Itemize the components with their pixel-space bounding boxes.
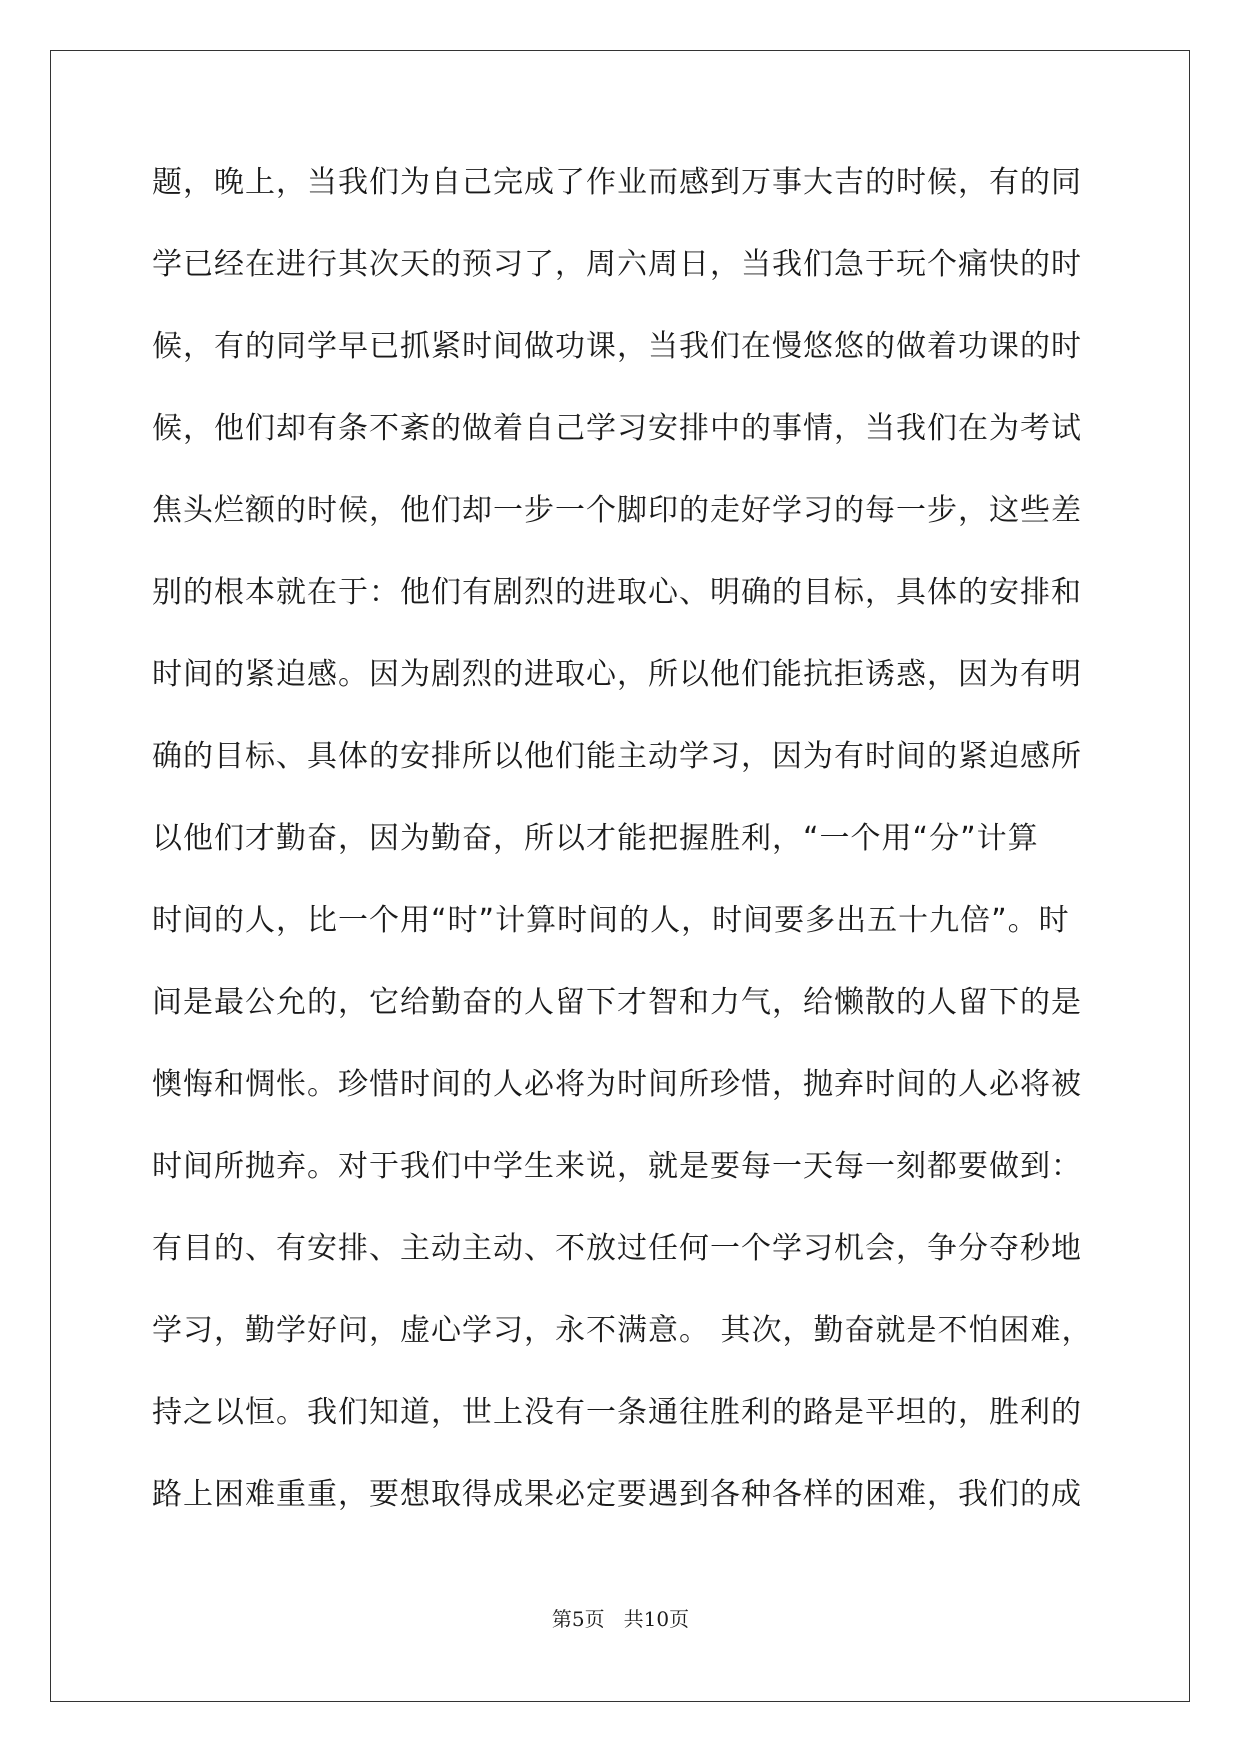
- text-line: 学习，勤学好问，虚心学习，永不满意。 其次，勤奋就是不怕困难，: [152, 1313, 1093, 1348]
- text-line: 焦头烂额的时候，他们却一步一个脚印的走好学习的每一步，这些差: [152, 493, 1082, 528]
- text-line: 题，晚上，当我们为自己完成了作业而感到万事大吉的时候，有的同: [152, 165, 1082, 200]
- page-number-footer: 第5页 共10页: [551, 1607, 690, 1631]
- text-line: 别的根本就在于：他们有剧烈的进取心、明确的目标，具体的安排和: [152, 575, 1082, 610]
- text-line: 时间的紧迫感。因为剧烈的进取心，所以他们能抗拒诱惑，因为有明: [152, 657, 1082, 692]
- body-text: [152, 160, 1092, 1554]
- text-line: 有目的、有安排、主动主动、不放过任何一个学习机会，争分夺秒地: [152, 1231, 1082, 1266]
- text-line: 候，有的同学早已抓紧时间做功课，当我们在慢悠悠的做着功课的时: [152, 329, 1082, 364]
- text-line: 时间所抛弃。对于我们中学生来说，就是要每一天每一刻都要做到：: [152, 1149, 1082, 1184]
- text-line: 时间的人，比一个用“时”计算时间的人，时间要多出五十九倍”。时: [152, 903, 1070, 938]
- text-line: 懊悔和惆怅。珍惜时间的人必将为时间所珍惜，抛弃时间的人必将被: [152, 1067, 1082, 1102]
- text-line: 持之以恒。我们知道，世上没有一条通往胜利的路是平坦的，胜利的: [152, 1395, 1082, 1430]
- text-line: 确的目标、具体的安排所以他们能主动学习，因为有时间的紧迫感所: [152, 739, 1082, 774]
- text-line: 间是最公允的，它给勤奋的人留下才智和力气，给懒散的人留下的是: [152, 985, 1082, 1020]
- text-line: 路上困难重重，要想取得成果必定要遇到各种各样的困难，我们的成: [152, 1477, 1082, 1512]
- text-line: 以他们才勤奋，因为勤奋，所以才能把握胜利，“一个用“分”计算: [152, 821, 1039, 856]
- text-line: 候，他们却有条不紊的做着自己学习安排中的事情，当我们在为考试: [152, 411, 1082, 446]
- text-line: 学已经在进行其次天的预习了，周六周日，当我们急于玩个痛快的时: [152, 247, 1082, 282]
